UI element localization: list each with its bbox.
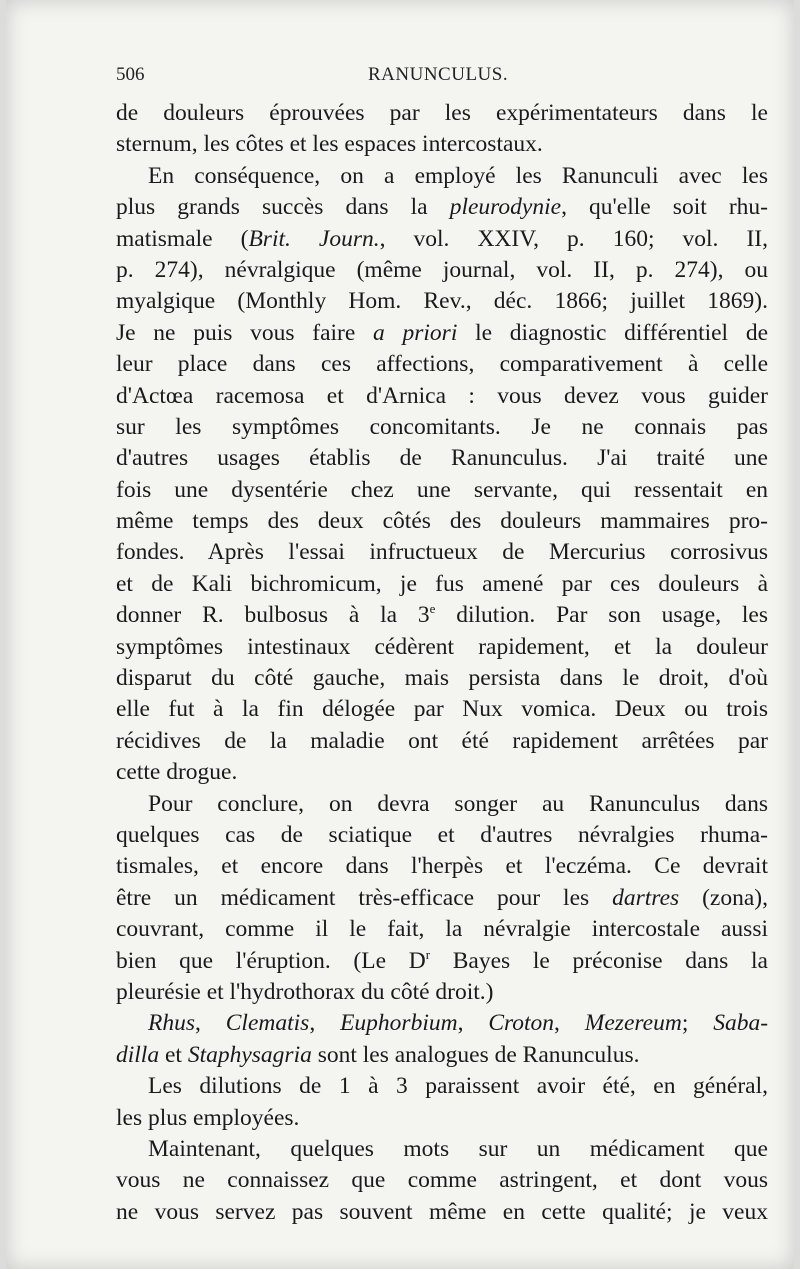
- text-run: Bayes le préconise dans la: [430, 947, 768, 974]
- body-text: [116, 98, 768, 1228]
- text-line: sur les symptômes concomitants. Je ne connais pas: [116, 413, 768, 440]
- text-line: [116, 600, 768, 631]
- text-run-italic: Rhus: [148, 1010, 195, 1037]
- text-line: Maintenant, quelques mots sur un médicament que: [148, 1135, 768, 1162]
- text-line: disparut du côté gauche, mais persista dans le droit, d'où: [116, 665, 768, 692]
- text-run: dilution. Par son usage, les: [435, 602, 768, 629]
- text-run-italic: Euphorbium: [340, 1010, 458, 1037]
- text-line: sternum, les côtes et les espaces intercostaux.: [116, 131, 543, 158]
- text-line: fondes. Après l'essai infructueux de Mercurius corrosivus: [116, 539, 768, 566]
- text-run-italic: dilla: [116, 1041, 160, 1068]
- book-page: [6, 0, 794, 1269]
- text-run-italic: Staphysagria: [187, 1041, 312, 1068]
- text-line: [116, 318, 768, 349]
- text-run: donner R. bulbosus à la 3: [116, 602, 430, 629]
- text-line: [116, 192, 768, 223]
- text-line: pleurésie et l'hydrothorax du côté droit.): [116, 978, 494, 1005]
- superscript: r: [425, 946, 431, 962]
- text-line: les plus employées.: [116, 1104, 300, 1131]
- text-run: être un médicament très-efficace pour les: [116, 884, 590, 911]
- text-run: matismale (: [116, 225, 249, 252]
- text-run-italic: pleurodynie: [449, 194, 562, 221]
- text-line: p. 274), névralgique (même journal, vol. II, p. 274), ou: [116, 256, 768, 283]
- text-run-italic: a priori: [373, 319, 458, 346]
- text-line: fois une dysentérie chez une servante, qui ressentait en: [116, 476, 768, 503]
- text-line: leur place dans ces affections, comparativement à celle: [116, 351, 768, 378]
- text-line: symptômes intestinaux cédèrent rapidement, et la douleur: [116, 633, 768, 660]
- running-title: RANUNCULUS.: [368, 64, 509, 85]
- text-line: [116, 883, 768, 914]
- text-run: ,: [309, 1010, 341, 1037]
- page-number: 506: [116, 64, 145, 85]
- text-run: le diagnostic différentiel de: [475, 319, 768, 346]
- text-line: Les dilutions de 1 à 3 paraissent avoir été, en général,: [148, 1073, 768, 1100]
- text-line: [116, 224, 768, 255]
- text-line: de douleurs éprouvées par les expérimentateurs dans le: [116, 100, 768, 126]
- text-run: plus grands succès dans la: [116, 194, 428, 221]
- text-run-italic: Clematis: [225, 1010, 310, 1037]
- text-run: , vol. XXIV, p. 160; vol. II,: [379, 225, 768, 252]
- text-line: ne vous servez pas souvent même en cette qualité; je veux: [116, 1198, 768, 1225]
- text-line: tismales, et encore dans l'herpès et l'eczéma. Ce devrait: [116, 853, 768, 880]
- text-line: En conséquence, on a employé les Ranunculi avec les: [148, 162, 768, 189]
- text-run: Je ne puis vous faire: [116, 319, 356, 346]
- text-line: couvrant, comme il le fait, la névralgie intercostale aussi: [116, 916, 768, 943]
- text-run: ,: [554, 1010, 585, 1037]
- text-line: elle fut à la fin délogée par Nux vomica. Deux ou trois: [116, 696, 768, 723]
- text-line: myalgique (Monthly Hom. Rev., déc. 1866; juillet 1869).: [116, 288, 768, 315]
- superscript: e: [429, 601, 436, 617]
- text-line: et de Kali bichromicum, je fus amené par ces douleurs à: [116, 570, 768, 597]
- text-line: vous ne connaissez que comme astringent, et dont vous: [116, 1167, 768, 1194]
- text-line: [116, 946, 768, 977]
- text-run-italic: Croton: [488, 1010, 555, 1037]
- text-line: [116, 1040, 768, 1071]
- text-run: , qu'elle soit rhu-: [561, 194, 769, 221]
- text-run-italic: dartres: [612, 884, 680, 911]
- running-head: [116, 64, 756, 88]
- text-run: et: [159, 1041, 188, 1068]
- text-run: ;: [681, 1010, 714, 1037]
- text-run: bien que l'éruption. (Le D: [116, 947, 426, 974]
- text-line: récidives de la maladie ont été rapidement arrêtées par: [116, 727, 768, 754]
- text-run-italic: Brit. Journ.: [248, 225, 380, 252]
- text-line: même temps des deux côtés des douleurs mammaires pro-: [116, 508, 768, 535]
- text-line: Pour conclure, on devra songer au Ranunculus dans: [148, 790, 768, 817]
- text-run: ,: [457, 1010, 489, 1037]
- text-line: d'autres usages établis de Ranunculus. J'ai traité une: [116, 445, 768, 472]
- text-line: [116, 1008, 768, 1039]
- text-run-italic: Mezereum: [584, 1010, 682, 1037]
- text-line: quelques cas de sciatique et d'autres névralgies rhuma-: [116, 821, 768, 848]
- text-run: (zona),: [679, 884, 768, 911]
- text-run: ,: [195, 1010, 226, 1037]
- text-run-italic: Saba-: [713, 1010, 769, 1037]
- text-line: cette drogue.: [116, 759, 238, 786]
- text-line: d'Actœa racemosa et d'Arnica : vous devez vous guider: [116, 382, 768, 409]
- text-run: sont les analogues de Ranunculus.: [311, 1041, 640, 1068]
